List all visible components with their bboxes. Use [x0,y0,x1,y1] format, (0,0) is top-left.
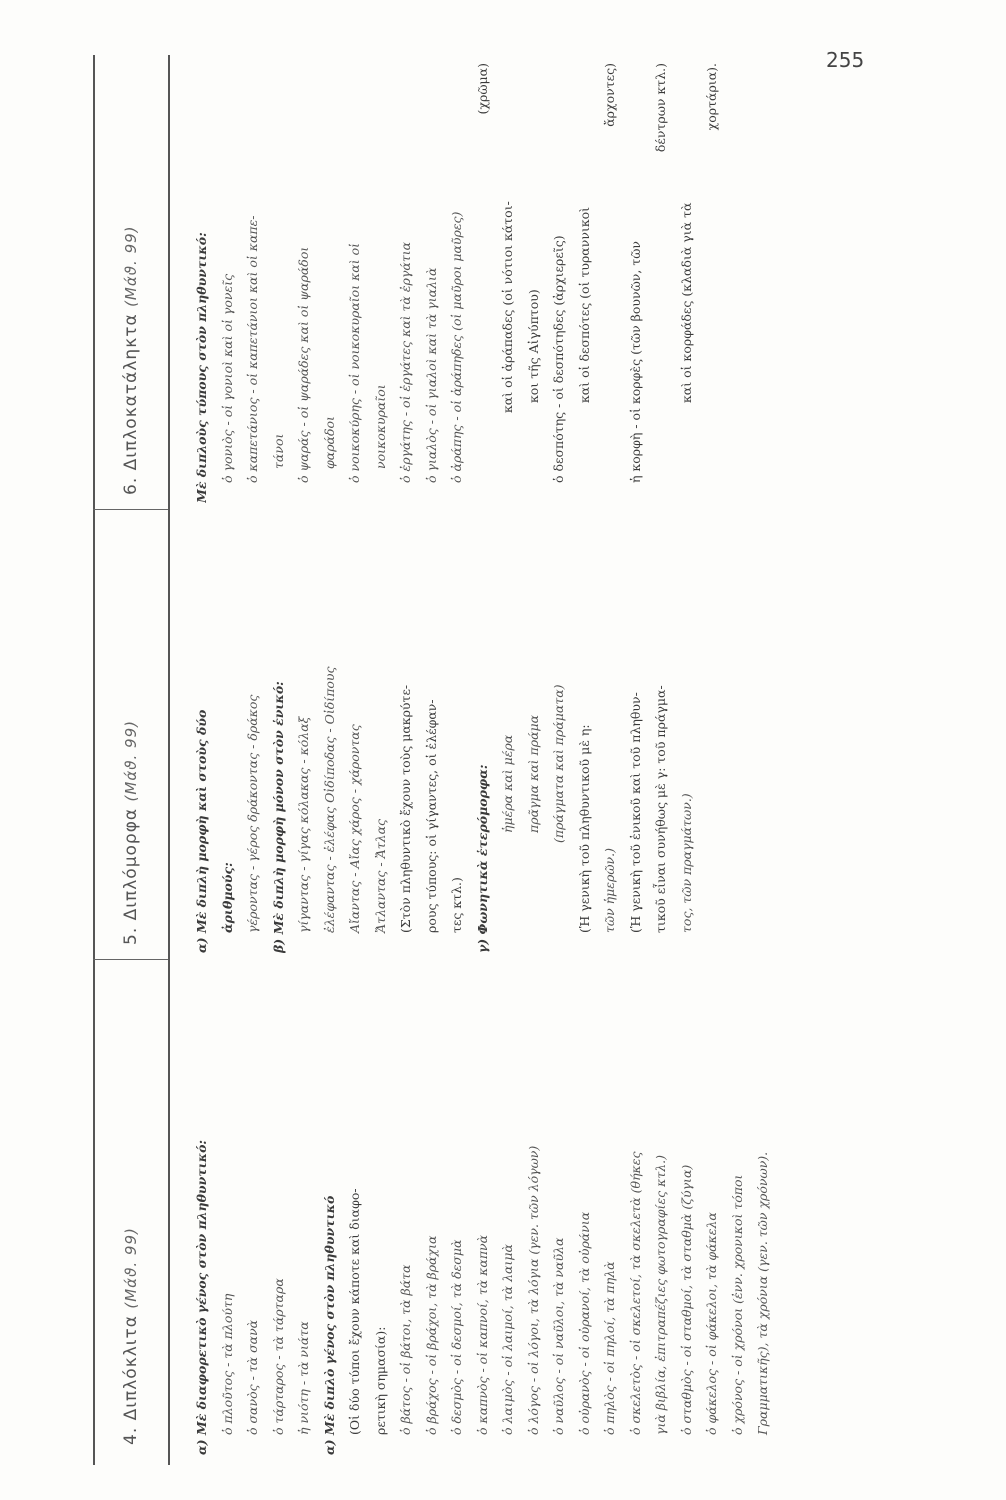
c6-line: ὁ καπετάνιος - οἱ καπετάνιοι καὶ οἱ καπε- [245,215,260,483]
column-divider-1 [93,959,168,960]
c5-line: ἀριθμούς: [219,862,235,933]
c5-line: β) Μὲ διπλὴ μορφὴ μόνον στὸν ἑνικό: [270,681,286,953]
c4-line: ρετικὴ σημασία): [372,1326,388,1435]
c6-line: καὶ οἱ δεσπότες (οἱ τυραννικοὶ [576,206,592,403]
column-4-title: 4. Διπλόκλιτα [121,1315,141,1445]
column-divider-2 [93,509,168,510]
column-5-body [189,515,699,953]
c4-line: ὁ βράχος - οἱ βράχοι, τὰ βράχια [423,1235,439,1435]
column-4-heading [121,1227,141,1445]
c6-line: ὁ νοικοκύρης - οἱ νοικοκυραῖοι καὶ οἱ [347,242,362,483]
c4-line: α) Μὲ διαφορετικὸ γένος στὸν πληθυντικό: [194,1139,209,1455]
c5-line: πρᾶγμα καὶ πράμα [525,714,541,833]
column-5-title: 5. Διπλόμορφα [121,807,141,945]
c4-line: ὁ πηλὸς - οἱ πηλοί, τὰ πηλὰ [602,1261,617,1435]
c5-line: ἡμέρα καὶ μέρα [500,734,515,833]
c5-line: (πράγματα καὶ πράματα) [551,684,566,843]
c4-line: ὁ βάτος - οἱ βάτοι, τὰ βάτα [398,1264,413,1435]
c6-line: χορτάρια). [704,63,719,131]
c6-line: ὁ ψαράς - οἱ ψαράδες καὶ οἱ ψαράδοι [296,246,311,483]
c4-line: ὁ σανὸς - τὰ σανὰ [245,1319,260,1435]
c6-line: ὁ γονιὸς - οἱ γονιοὶ καὶ οἱ γονεῖς [219,273,235,483]
c5-line: α) Μὲ διπλὴ μορφὴ καὶ στοὺς δύο [194,709,209,953]
c4-line: (Οἱ δύο τύποι ἔχουν κάποτε καὶ διαφο- [347,1188,362,1435]
c5-line: τῶν ἡμερῶν.) [602,848,617,933]
c5-line: (Ἡ γενικὴ τοῦ πληθυντικοῦ μὲ η: [576,724,592,933]
c6-line: ὁ δεσπότης - οἱ δεσπότηδες (ἀρχιερεῖς) [551,235,566,483]
c5-line: ἐλέφαντας - ἐλέφας Οἰδίποδας - Οἰδίπους [321,666,337,933]
c5-line: γέροντας - γέρος δράκοντας - δράκος [245,694,260,933]
column-6-heading [121,225,141,495]
c4-line: α) Μὲ διπλὸ γένος στὸν πληθυντικό [321,1195,337,1455]
c6-line: ὁ γιαλὸς - οἱ γιαλοὶ καὶ τὰ γιαλιὰ [423,267,439,483]
c6-line: (χρῶμα) [474,63,490,115]
c5-line: τες κτλ.) [449,877,464,933]
c4-line: ὁ λόγος - οἱ λόγοι, τὰ λόγια (γεν. τῶν λόγων) [525,1145,541,1435]
column-6-source: (Μάϑ. 99) [122,225,140,307]
c4-line: ἡ νιότη - τὰ νιάτα [296,1321,311,1435]
column-6-body [189,63,725,503]
c4-line: Γραμματικῆς), τὰ χρόνια (γεν. τῶν χρόνων). [755,1151,770,1435]
header-rule [168,55,170,1465]
c4-line: ὁ σταθμὸς - οἱ σταθμοί, τὰ σταθμὰ (ζύγια) [678,1164,694,1435]
c4-line: ὁ καπνὸς - οἱ καπνοί, τὰ καπνὰ [474,1234,490,1435]
c4-line: ὁ φάκελος - οἱ φάκελοι, τὰ φάκελα [704,1212,719,1435]
page-number: 255 [826,48,865,72]
c6-line: ἄρχοντες) [602,63,617,127]
c6-line: δέντρων κτλ.) [653,63,668,153]
c5-line: ρους τύπους: οἱ γίγαντες, οἱ ἐλέφαν- [423,699,439,933]
c4-line: ὁ λαιμὸς - οἱ λαιμοί, τὰ λαιμὰ [500,1244,515,1435]
c6-line: καὶ οἱ ἀράπαδες (οἱ νότιοι κάτοι- [500,201,515,413]
column-4-source: (Μάϑ. 99) [122,1227,140,1309]
c4-line: ὁ σκελετὸς - οἱ σκελετοί, τὰ σκελετὰ (θήκες [627,1151,643,1435]
c6-line: νοικοκυραῖοι [372,384,388,469]
rotated-table [93,55,813,1465]
column-4-body [189,965,776,1455]
c4-line: ὁ πλοῦτος - τὰ πλούτη [219,1293,235,1435]
c4-line: ὁ χρόνος - οἱ χρόνοι (ἐνν. χρονικοὶ τόποι [729,1174,745,1435]
c6-line: φαράδοι [321,416,337,469]
c4-line: ὁ δεσμὸς - οἱ δεσμοί, τὰ δεσμὰ [449,1239,464,1435]
c6-line: τάνοι [270,433,286,469]
c4-line: ὁ οὐρανὸς - οἱ οὐρανοί, τὰ οὐράνια [576,1211,592,1435]
top-rule [93,55,95,1465]
c4-line: γιὰ βιβλία, ἐπιτραπέζιες φωτογραφίες κτλ.) [653,1154,668,1435]
c6-line: Μὲ διπλοὺς τύπους στὸν πληθυντικό: [194,232,209,503]
column-5-source: (Μάϑ. 99) [122,720,140,802]
column-6-title: 6. Διπλοκατάληκτα [121,313,141,495]
c4-line: ὁ ναῦλος - οἱ ναῦλοι, τὰ ναῦλα [551,1237,566,1435]
c6-line: καὶ οἱ κορφάδες (κλαδιὰ γιὰ τὰ [678,202,694,403]
c6-line: ὁ ἐργάτης - οἱ ἐργάτες καὶ τὰ ἐργάτια [398,241,413,483]
c6-line: κοι τῆς Αἰγύπτου) [525,289,541,403]
c6-line: ὁ ἀράπης - οἱ ἀράπηδες (οἱ μαῦροι μαῦρες) [449,211,464,483]
c5-line: τικοῦ εἶναι συνήθως μὲ γ: τοῦ πράγμα- [653,685,668,933]
column-5-heading [121,720,141,945]
c5-line: Αἴαντας - Αἴας χάρος - χάροντας [347,724,362,933]
c5-line: γίγαντας - γίγας κόλακας - κόλαξ [296,716,311,933]
c5-line: (Ἡ γενικὴ τοῦ ἑνικοῦ καὶ τοῦ πληθυν- [627,692,643,933]
c4-line: ὁ τάρταρος - τὰ τάρταρα [270,1278,286,1435]
c6-line: ἡ κορφὴ - οἱ κορφὲς (τῶν βουνῶν, τῶν [627,240,643,483]
c5-line: (Στὸν πληθυντικὸ ἔχουν τοὺς μακρύτε- [398,684,413,933]
c5-line: γ) Φωνητικὰ ἑτερόμορφα: [474,764,490,953]
c5-line: Ἄτλαντας - Ἄτλας [372,818,388,933]
c5-line: τος, τῶν πραγμάτων.) [678,793,694,933]
